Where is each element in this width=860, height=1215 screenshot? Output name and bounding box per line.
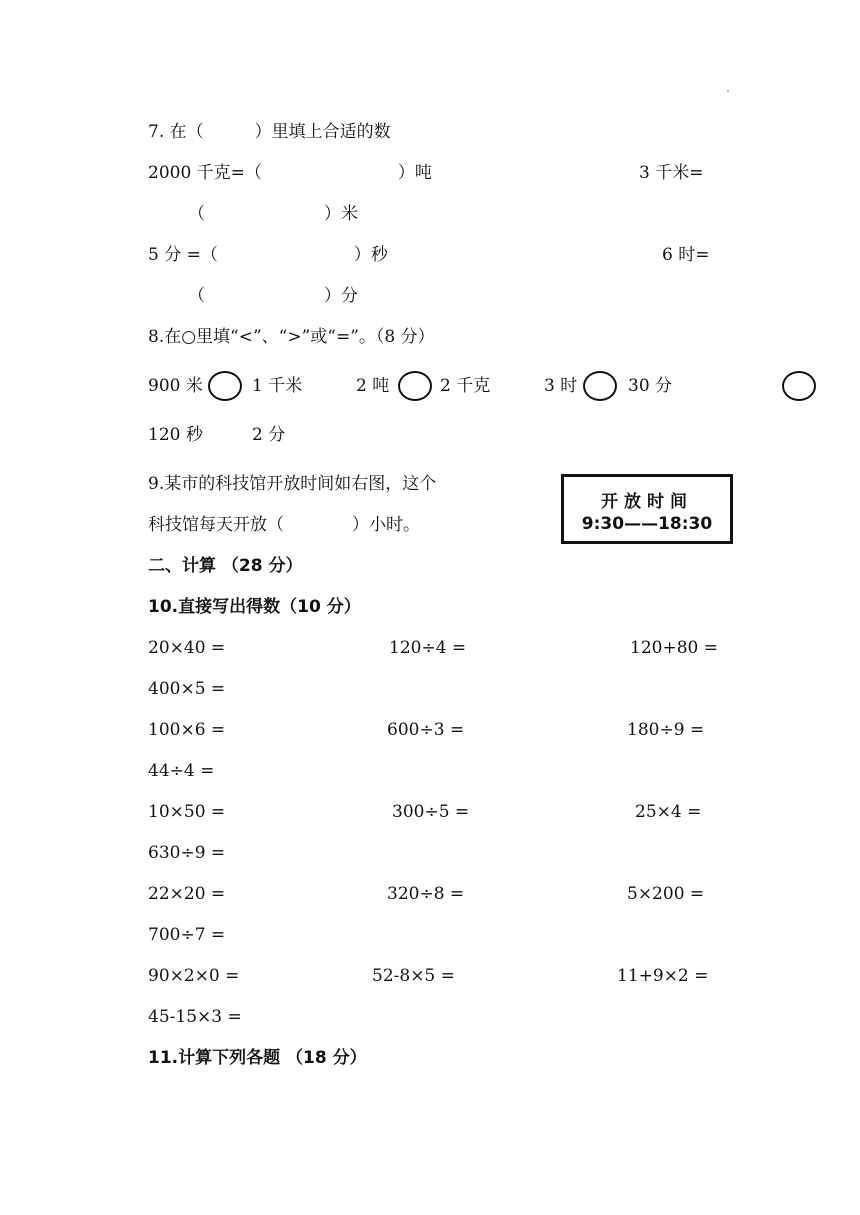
- q7-min-to-sec: 5 分 =（ ）秒: [148, 245, 388, 265]
- q8-title: 8.在○里填“<”、“>”或“=”。（8 分）: [148, 327, 435, 347]
- q10-item: 320÷8 =: [387, 884, 465, 904]
- q10-item: 600÷3 =: [387, 720, 465, 740]
- q10-item: 120÷4 =: [389, 638, 467, 658]
- q8-b-right: 2 千克: [440, 376, 491, 396]
- page-dot: [727, 90, 729, 92]
- q7-title: 7. 在（ ）里填上合适的数: [148, 122, 391, 142]
- q10-item: 22×20 =: [148, 884, 226, 904]
- q8-c-right: 30 分: [628, 376, 673, 396]
- q9-line1: 9.某市的科技馆开放时间如右图，这个: [148, 474, 437, 494]
- q7-kg-to-ton: 2000 千克=（ ）吨: [148, 163, 432, 183]
- opening-hours-title: 开放时间: [601, 492, 693, 512]
- q8-d-left: 120 秒: [148, 425, 203, 445]
- opening-hours-time: 9:30——18:30: [581, 514, 713, 534]
- q10-item: 5×200 =: [627, 884, 705, 904]
- q7-km-blank: （ ）米: [188, 204, 358, 224]
- q8-d-right: 2 分: [252, 425, 286, 445]
- q10-item: 180÷9 =: [627, 720, 705, 740]
- q11-title: 11.计算下列各题 （18 分）: [148, 1048, 367, 1068]
- q10-item: 20×40 =: [148, 638, 226, 658]
- q8-b-left: 2 吨: [356, 376, 390, 396]
- q7-km-to-m: 3 千米=: [639, 163, 704, 183]
- opening-hours-sign: [561, 474, 733, 544]
- q8-b-compare-circle[interactable]: [398, 371, 432, 401]
- q8-d-compare-circle[interactable]: [782, 371, 816, 401]
- q10-item: 10×50 =: [148, 802, 226, 822]
- q10-item: 25×4 =: [635, 802, 702, 822]
- q10-item: 300÷5 =: [392, 802, 470, 822]
- q8-a-right: 1 千米: [252, 376, 303, 396]
- q10-title: 10.直接写出得数（10 分）: [148, 597, 361, 617]
- q10-item: 100×6 =: [148, 720, 226, 740]
- q10-item: 45-15×3 =: [148, 1007, 242, 1027]
- q7-hour-to-min: 6 时=: [662, 245, 710, 265]
- q8-a-compare-circle[interactable]: [208, 371, 242, 401]
- q10-item: 44÷4 =: [148, 761, 215, 781]
- section-2-heading: 二、计算 （28 分）: [148, 556, 303, 576]
- q8-c-compare-circle[interactable]: [583, 371, 617, 401]
- q10-item: 52-8×5 =: [372, 966, 455, 986]
- q10-item: 630÷9 =: [148, 843, 226, 863]
- q8-a-left: 900 米: [148, 376, 203, 396]
- q7-hour-blank: （ ）分: [188, 286, 358, 306]
- q10-item: 120+80 =: [630, 638, 718, 658]
- q8-c-left: 3 时: [544, 376, 578, 396]
- q10-item: 11+9×2 =: [617, 966, 709, 986]
- q10-item: 90×2×0 =: [148, 966, 240, 986]
- q10-item: 400×5 =: [148, 679, 226, 699]
- q9-line2: 科技馆每天开放（ ）小时。: [148, 515, 420, 535]
- q10-item: 700÷7 =: [148, 925, 226, 945]
